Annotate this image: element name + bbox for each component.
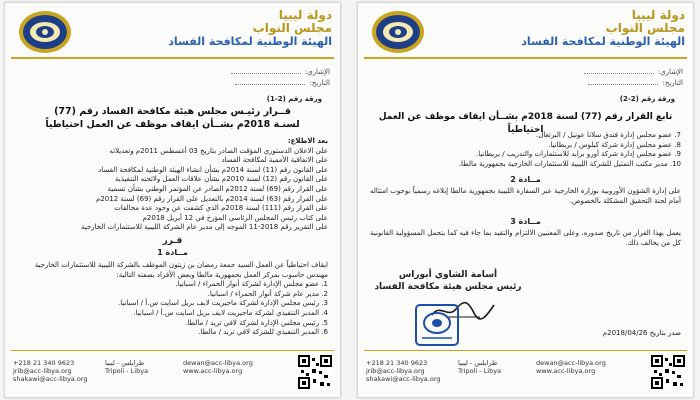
- issue-date: صدر بتاريخ 2018/04/26م: [602, 329, 681, 337]
- signatory-block: [368, 269, 528, 293]
- header-divider: [11, 57, 334, 59]
- address-arabic: طرابلس - ليبيا: [105, 359, 145, 367]
- web-block: [183, 359, 253, 375]
- decision-title: [15, 105, 330, 131]
- footer-divider: [364, 350, 687, 351]
- header-divider: [364, 57, 687, 59]
- position-item: 10. مدير مكتب التمثيل للشركة الليبية للاستثمارات الخارجية بجمهورية مالطا.: [458, 159, 681, 168]
- address-block: [458, 359, 501, 375]
- email-address: shakawi@acc-libya.org: [13, 375, 88, 383]
- position-item: 5. رئيس مجلس الإدارة لشركة لافي تريد / مالطا.: [185, 318, 328, 327]
- decision-title-line-2: لسنـة 2018م بشــأن ايقاف موظف عن العمل احتياطياً: [45, 119, 300, 130]
- article-2-heading: مــادة 2: [510, 175, 541, 184]
- signer-name: أسامة الشاوي أبوراس: [398, 270, 498, 280]
- email-address: jrib@acc-libya.org: [13, 367, 72, 375]
- reference-label: الإشاري:: [657, 68, 683, 76]
- position-item: 1. عضو مجلس الإدارة لشركة أنوار الحمراء / اسبانيا.: [175, 280, 328, 289]
- preamble-clause: على القرار رقم (63) لسنة 2014م بالتعديل على القرار رقم (69) لسنة 2012م: [96, 194, 328, 203]
- qr-code-icon: [651, 355, 685, 389]
- country-name: دولة ليبيا: [631, 8, 685, 22]
- email-address: dewan@acc-libya.org: [536, 359, 606, 367]
- preamble-clause: على كتاب رئيس المجلس الرئاسي المؤرخ في 12 أبريل 2018م: [142, 213, 328, 222]
- preamble-clause: على القانون رقم (12) لسنة 2010م بشأن علاقات العمل ولائحته التنفيذية: [115, 175, 328, 184]
- position-item: 7. عضو مجلس إدارة فندق سلانا عوتيل / البرتغال.: [536, 131, 681, 139]
- signer-title: رئيس مجلس هيئة مكافحة الفساد: [374, 282, 522, 292]
- article-2-text: على إدارة الشؤون الأوروبية بوزارة الخارجية عبر السفارة الليبية بجمهورية مالطا إبلاغه رسمياً بوجوب امتثاله أمام لجنة التحقيق المشكلة بالخصوص.: [370, 187, 681, 205]
- document-page-2: [357, 2, 694, 398]
- page-footer: [366, 353, 685, 393]
- page-footer: [13, 353, 332, 393]
- address-arabic: طرابلس - ليبيا: [458, 359, 498, 367]
- address-english: Tripoli - Libya: [458, 367, 502, 375]
- preamble-clause: على الاتفاقية الأممية لمكافحة الفساد: [221, 156, 328, 165]
- commission-logo-icon: [15, 9, 75, 55]
- position-item: 6. المدير التنفيذي للشركة لافي تريد / مالطا.: [198, 328, 328, 337]
- contact-block: [366, 359, 441, 383]
- email-address: shakawi@acc-libya.org: [366, 375, 441, 383]
- decided-heading: قـرر: [162, 236, 183, 246]
- position-item: 9. عضو مجلس إدارة شركة أورو برايد للاستثمارات والتدريب / بريطانيا.: [475, 150, 681, 159]
- position-item: 8. عضو مجلس إدارة شركة كيلوس / بريطانيا.: [548, 140, 681, 149]
- reference-label: الإشاري:: [304, 68, 330, 76]
- organization-name: [521, 9, 685, 48]
- commission-name: الهيئة الوطنية لمكافحة الفساد: [168, 35, 332, 48]
- date-label: التاريخ:: [309, 79, 330, 87]
- address-english: Tripoli - Libya: [105, 367, 149, 375]
- article-1-body: [17, 261, 328, 338]
- email-address: dewan@acc-libya.org: [183, 359, 253, 367]
- date-label: التاريخ:: [662, 79, 683, 87]
- commission-name: الهيئة الوطنية لمكافحة الفساد: [521, 35, 685, 48]
- phone-number: +218 21 340 9623: [13, 359, 75, 367]
- commission-logo-icon: [368, 9, 428, 55]
- parliament-name: مجلس النواب: [605, 21, 685, 35]
- article-3-text: يعمل بهذا القرار من تاريخ صدوره، وعلى المعنيين الالتزام والتقيد بما جاء فيه كما يتحمل المسؤولية القانونية كل من يخالف ذلك.: [370, 229, 681, 247]
- preamble-clause: على القرار رقم (69) لسنة 2012م الصادر عن المؤتمر الوطني بشأن تسمية: [107, 184, 328, 193]
- article-1-text: ايقاف احتياطياً عن العمل السيد جمعة رمضان بن زيتون الموظف بالشركة الليبية للاستثمارات الخارجية: [34, 261, 328, 269]
- country-name: دولة ليبيا: [278, 8, 332, 22]
- position-item: 4. المدير التنفيذي لشركة ماجيريت لايف بريل اسايت س.أ / اسبانيا.: [133, 308, 328, 317]
- preamble-clause: على الاعلان الدستوري المؤقت الصادر بتاريخ 03 أغسطس 2011م وتعديلاته: [109, 146, 328, 155]
- decision-title-line-1: قــرار رئيـس مجلس هيئة مكافحة الفساد رقم (77): [54, 106, 291, 117]
- website-address: www.acc-libya.org: [536, 367, 596, 375]
- website-address: www.acc-libya.org: [183, 367, 243, 375]
- footer-divider: [11, 350, 334, 351]
- letterhead: [5, 7, 340, 55]
- position-item: 2. مدير عام شركة أنوار الحمراء / اسبانيا.: [207, 289, 328, 298]
- preamble: [17, 137, 328, 233]
- continuation-title: تابع القرار رقم (77) لسنة 2018م بشــأن ايقاف موظف عن العمل احتياطياً: [378, 112, 673, 135]
- address-block: [105, 359, 148, 375]
- reference-fields: [584, 67, 683, 89]
- letterhead: [358, 7, 693, 55]
- article-3-heading: مــادة 3: [510, 217, 541, 226]
- reference-fields: [231, 67, 330, 89]
- preamble-clause: على القرار رقم (111) لسنة 2018م الذي كشفت عن وجود عدة مخالفات: [114, 204, 328, 213]
- official-stamp-icon: [414, 303, 460, 347]
- preamble-clause: على القانون رقم (11) لسنة 2014م بشأن انشاء الهيئة الوطنية لمكافحة الفساد: [98, 165, 328, 174]
- organization-name: [168, 9, 332, 48]
- web-block: [536, 359, 606, 375]
- email-address: jrib@acc-libya.org: [366, 367, 425, 375]
- qr-code-icon: [298, 355, 332, 389]
- sheet-number: ورقة رقم (2-2): [619, 95, 675, 103]
- phone-number: +218 21 340 9623: [366, 359, 428, 367]
- preamble-clause: على التقرير رقم 2018-11 الموجه إلى مدير عام الشركة الليبية للاستثمارات الخارجية: [80, 223, 328, 232]
- document-page-1: [4, 2, 341, 398]
- article-1-heading: مــادة 1: [157, 248, 188, 257]
- sheet-number: ورقة رقم (2-1): [266, 95, 322, 103]
- parliament-name: مجلس النواب: [252, 21, 332, 35]
- after-review-heading: بعد الاطلاع:: [287, 137, 328, 145]
- positions-continued: [370, 131, 681, 169]
- positions-intro: مهندس حاسوب بمركز العمل بجمهورية مالطا وبعض الأفراد بصفته التالية:: [116, 270, 328, 279]
- position-item: 3. رئيس مجلس الإدارة لشركة ماجيريت لايف بريل اسايت س.أ / اسبانيا.: [118, 299, 328, 308]
- contact-block: [13, 359, 88, 383]
